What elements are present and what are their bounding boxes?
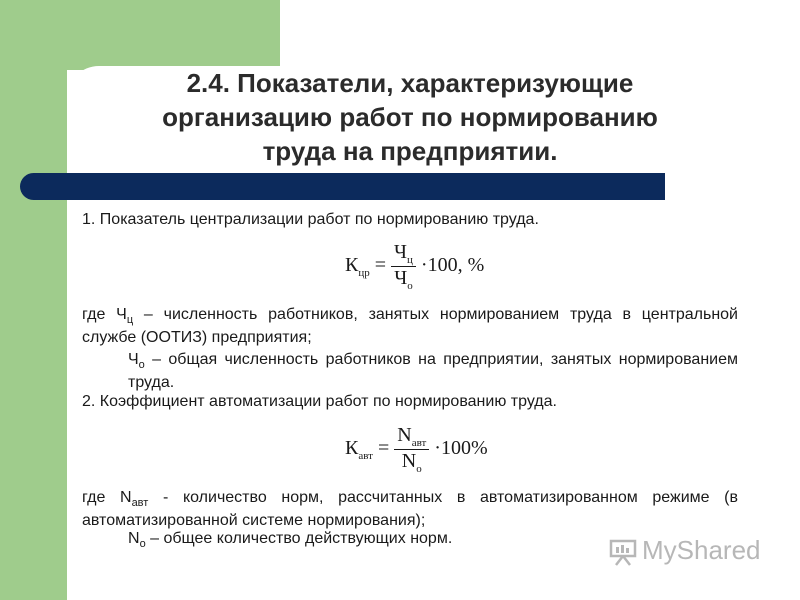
item-2-heading: 2. Коэффициент автоматизации работ по нормированию труда. bbox=[82, 393, 557, 410]
watermark-text: MyShared bbox=[642, 535, 761, 565]
title-line-1: 2.4. Показатели, характеризующие bbox=[186, 68, 634, 98]
title-line-3: труда на предприятии. bbox=[262, 136, 558, 166]
formula2-fraction bbox=[394, 424, 429, 475]
formula1-den-sub: о bbox=[407, 280, 413, 292]
formula2-den-sub: о bbox=[416, 463, 422, 475]
definition-chc: где $Ч_ц$ – численность работников, занятых нормированием труда в центральной службе (ООТИЗ) предприятия; bbox=[82, 306, 738, 347]
formula1-den: Ч bbox=[394, 267, 408, 289]
presentation-board-icon bbox=[608, 538, 638, 566]
definition-cho: $Ч_о$ – общая численность работников на предприятии, занятых нормированием труда. bbox=[128, 351, 738, 392]
formula-centralization: $К_{цр}$ = $\frac{Ч_ц}{Ч_о}$ ·100, % bbox=[345, 241, 485, 292]
formula2-den: N bbox=[401, 450, 417, 472]
formula1-num-sub: ц bbox=[407, 254, 413, 266]
definition-n-avt: где $N_{авт}$ - количество норм, рассчитанных в автоматизированном режиме (в автоматизированной системе нормирования); bbox=[82, 489, 739, 530]
formula2-lhs-sub: авт bbox=[358, 450, 373, 463]
definition-n-o: $N_о$ – общее количество действующих норм. bbox=[128, 530, 453, 551]
formula2-lhs: К bbox=[345, 437, 359, 460]
formula2-tail: ·100% bbox=[434, 437, 488, 460]
title-divider-bar bbox=[20, 173, 665, 200]
formula1-lhs-sub: цр bbox=[358, 267, 370, 280]
item-1-heading: 1. Показатель централизации работ по нормированию труда. bbox=[82, 211, 539, 228]
formula2-num-sub: авт bbox=[411, 437, 427, 449]
green-top-band bbox=[67, 0, 280, 70]
formula1-fraction bbox=[391, 241, 416, 292]
formula-automation: $К_{авт}$ = $\frac{N_{авт}}{N_о}$ ·100% bbox=[345, 424, 488, 475]
title-line-2: организацию работ по нормированию bbox=[162, 102, 658, 132]
formula2-num: N bbox=[397, 424, 412, 446]
green-side-band bbox=[0, 0, 67, 600]
formula1-num: Ч bbox=[394, 241, 408, 263]
formula1-lhs: К bbox=[345, 254, 359, 277]
formula1-tail: ·100, % bbox=[420, 254, 485, 277]
slide-title bbox=[100, 66, 720, 168]
